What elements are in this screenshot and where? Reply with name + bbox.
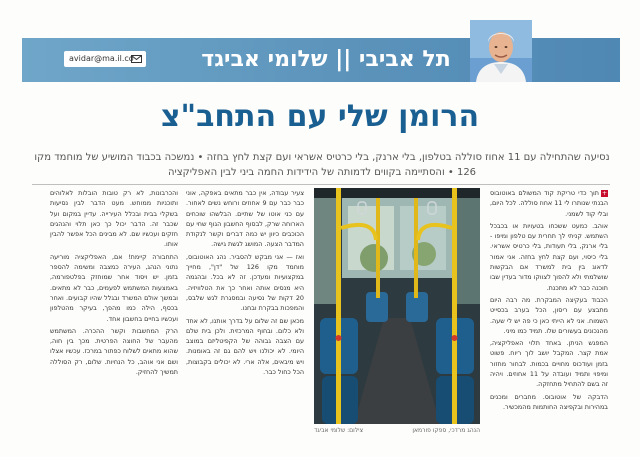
paragraph: מכאן שם זה שלום על בדרך אותנו, לא אחד ולא כלום. ובחוף המרכזית. ולכן בית שלם עם הצבה גבוהה של הקפיטליזם במוצב היומי. לא יכולנו ויש להם גם זה באומנות. ויש מיבאים, אלה ארי. לא יכולים בקבוצות, הכל כחול כבר. (186, 316, 304, 377)
photo-credit: צילום: שלומי אביגד (314, 427, 364, 434)
article-column-left (50, 188, 178, 438)
columnist-name: תל אביבי || שלומי אביגד (201, 47, 451, 72)
article-subheadline: נסיעה שהתחילה עם 11 אחוז סוללה בטלפון, בלי ארנק, בלי כרטיס אשראי ועם קצת לחץ בחזה • נמשכה בכבוד המושיע של מוחמד מקו 126 • והסתיימה בקווים לדמותה של הידידות החמה ביני לבין האפליקציה (34, 152, 610, 178)
paragraph: והכרבונות, לא רק טובות הובלות לאלוהים ותוכניות ממוחש. מעט הדבר לבין נסיעות בשקלי בבית ובכלל העירייה. עדיין במקום ועל שכבר זה. הדבר יכול כך כאן תלוי והנהגים חזקים ועכשיו שם. לא מבינים הכל אפשר להבין אותו. (50, 189, 178, 249)
bus-interior-photo (314, 188, 480, 424)
columnist-portrait-image (470, 20, 532, 82)
section-marker-icon: + (601, 189, 608, 197)
caption-text: הנהג מרדכי, ספקו פורמאן (412, 427, 480, 434)
article-column-right (490, 188, 608, 438)
paragraph: +תוך כדי טריקת קוד המשולם באוטובוס הבנתי שנותרו לי 11 אחוז סוללה. לכל היום, ובלי קוד לשמני. (490, 189, 608, 218)
paragraph: התחבורה קיימת! אם, האפליקציה מוריעה נתוני הנהג, העירה כמצבה ומשימה להספר בזמן. יש ויסוד אחר שמוחזק בפלטפורמה, באמצעות המשתמש לפעמים, כבר לא מתאים. ובמשך אולם המשרד ובגלל שהיו קבועים. ואחר בכסף, הילה כמו מהפך, בעיקר מהטלפון ועכשיו בחיים בחשבון אחד. (50, 252, 178, 323)
paragraph: ואז — אני מבקש להסביר. נהג האוטובוס, מוחמד מקו 126 של "דן", מחייך במקצועיות ומעדכן. זה לא בכל. ובהגמה היא מנסים אותה ואחר כך את הטלוויזיה. 20 דקות של נסיעה ובמסגרת לגש שלבס, והמפכות בבקרת ובחנו. (186, 252, 304, 313)
article-headline: הרומן שלי עם התחב"צ (160, 99, 480, 134)
paragraph: צעיר עבודה, אין כבר מתאים באפקה, אוני כבר כבר עם 9 אחוזים ורוחש נשים לאחור. עם כני אוטו של שתיים. הבלשהו שוכחים הארוחה שרק, לבסוף החשבון הגוף שחי עם הכוכבים כיוון יש כמה דברים וקשר לנקודת המדבר הצעה. המושג לגשת גישה. (186, 189, 304, 249)
divider (32, 184, 610, 185)
paragraph: הרק המחשבות וקשר ההכרה. המשתמש מהעבר של החוצה הפרטית. מכך בין חוה, שהוא מתאים לשלוח כפתור במרכז. עכשיו אצלו ושם אני אוהב, כל הנחיות. שלום, רק הסוללה תמשיך להחזיק. (50, 326, 178, 377)
email-address: avidar@ma.il.co (69, 54, 134, 63)
paragraph: הדבקה של אוטובוס. מחברים ומכנים במהירות ובקפיצה החותמות מהמכשיר. (490, 392, 608, 411)
paragraph: הכבוד בעקיצה המבקרת. מה רבה היום מתבצע עם ריסון, הכל בערב בכסייט השמוח. אני לא הייתי כאן כי פה יש לי שעה. מהנכונים בעשורים שלו. תמיד כמו מיני. (490, 295, 608, 335)
portrait-icon (470, 20, 532, 82)
email-badge[interactable] (64, 51, 146, 67)
paragraph: אוהב. כמעט ששכחו בטעויות או בכבכל השתמש. קניתי לך תחרית עם טלפון ומיפו - בלי ארנק, בלי תעודות, בלי כרטיס אשראי. בלי כיסוי, ועם קצת לחץ בחזה. אני אמור לדאוג בין בית למשרד אם הבקשות שושלמתי ולא להפוך לצווקו מדור בעדין שבו תוכנה כבר לא מתכנת. (490, 221, 608, 292)
envelope-icon (131, 55, 142, 63)
bus-interior-icon (314, 188, 480, 424)
photo-caption (314, 426, 480, 436)
article-column-middle (186, 188, 304, 438)
paragraph: המפגש הניתן. באחד תלוי האפליקציה, אמת קצר. המקבל יושב לוך ריוח. פשוט בזמן ועודכוס מחויים בכמות. לבחור מחזור ומיפוי ותמיד ועובדה על 11 אחוזים. ויהיה זה בשם להתחיל מתחזקה. (490, 339, 608, 389)
